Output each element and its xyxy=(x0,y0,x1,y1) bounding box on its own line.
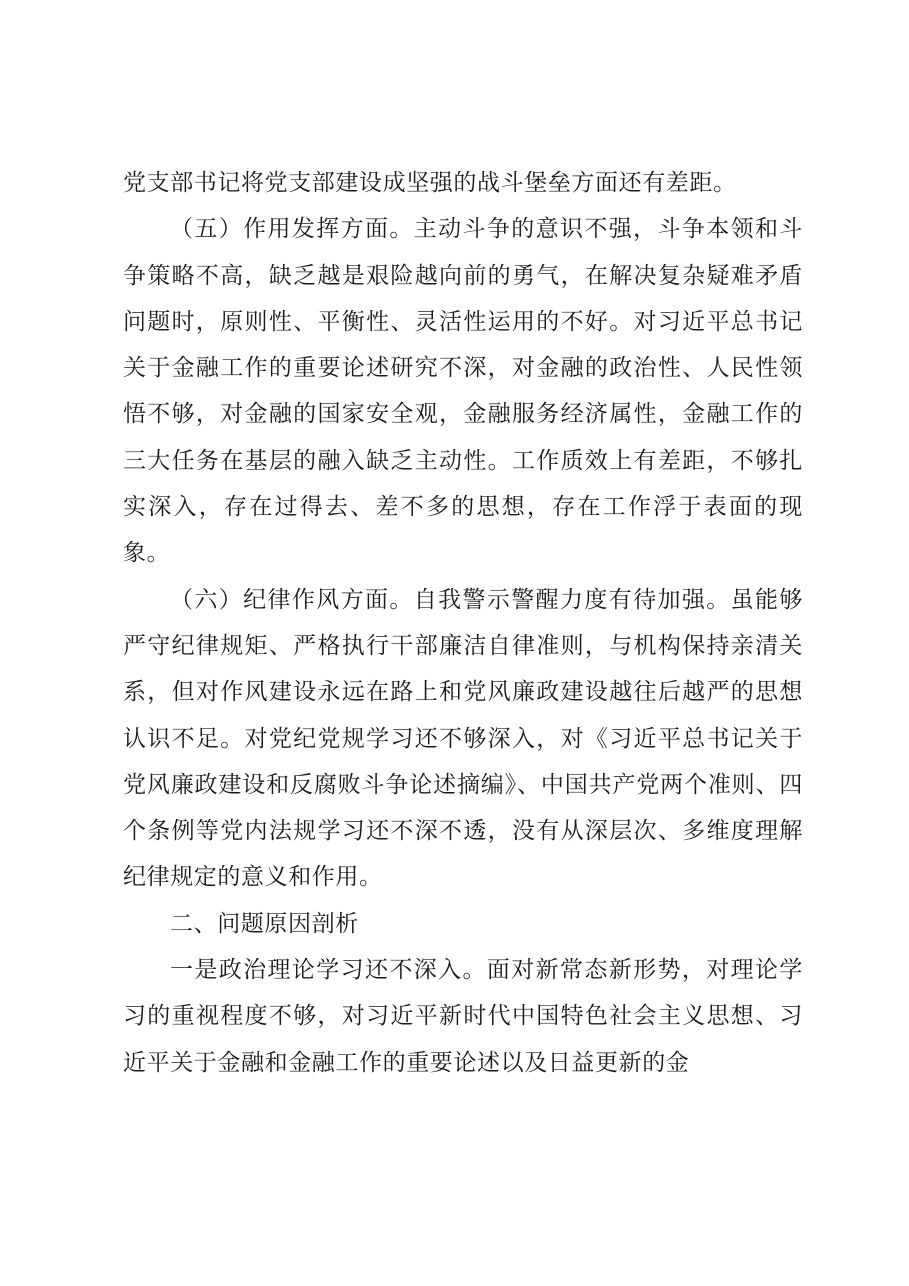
paragraph-theory-study: 一是政治理论学习还不深入。面对新常态新形势，对理论学习的重视程度不够，对习近平新时代中国特色社会主义思想、习近平关于金融和金融工作的重要论述以及日益更新的金 xyxy=(123,957,803,1076)
section-heading-cause-analysis: 二、问题原因剖析 xyxy=(170,910,359,937)
paragraph-continuation: 党支部书记将党支部建设成坚强的战斗堡垒方面还有差距。 xyxy=(123,170,737,196)
document-body xyxy=(123,160,803,1086)
paragraph-role-performance: （五）作用发挥方面。主动斗争的意识不强，斗争本领和斗争策略不高，缺乏越是艰险越向前的勇气，在解决复杂疑难矛盾问题时，原则性、平衡性、灵活性运用的不好。对习近平总书记关于金融工作的重要论述研究不深，对金融的政治性、人民性领悟不够，对金融的国家安全观，金融服务经济属性，金融工作的三大任务在基层的融入缺乏主动性。工作质效上有差距，不够扎实深入，存在过得去、差不多的思想，存在工作浮于表面的现象。 xyxy=(123,216,803,567)
paragraph-discipline-style: （六）纪律作风方面。自我警示警醒力度有待加强。虽能够严守纪律规矩、严格执行干部廉洁自律准则，与机构保持亲清关系，但对作风建设永远在路上和党风廉政建设越往后越严的思想认识不足。对党纪党规学习还不够深入，对《习近平总书记关于党风廉政建设和反腐败斗争论述摘编》、中国共产党两个准则、四个条例等党内法规学习还不深不透，没有从深层次、多维度理解纪律规定的意义和作用。 xyxy=(123,586,803,891)
